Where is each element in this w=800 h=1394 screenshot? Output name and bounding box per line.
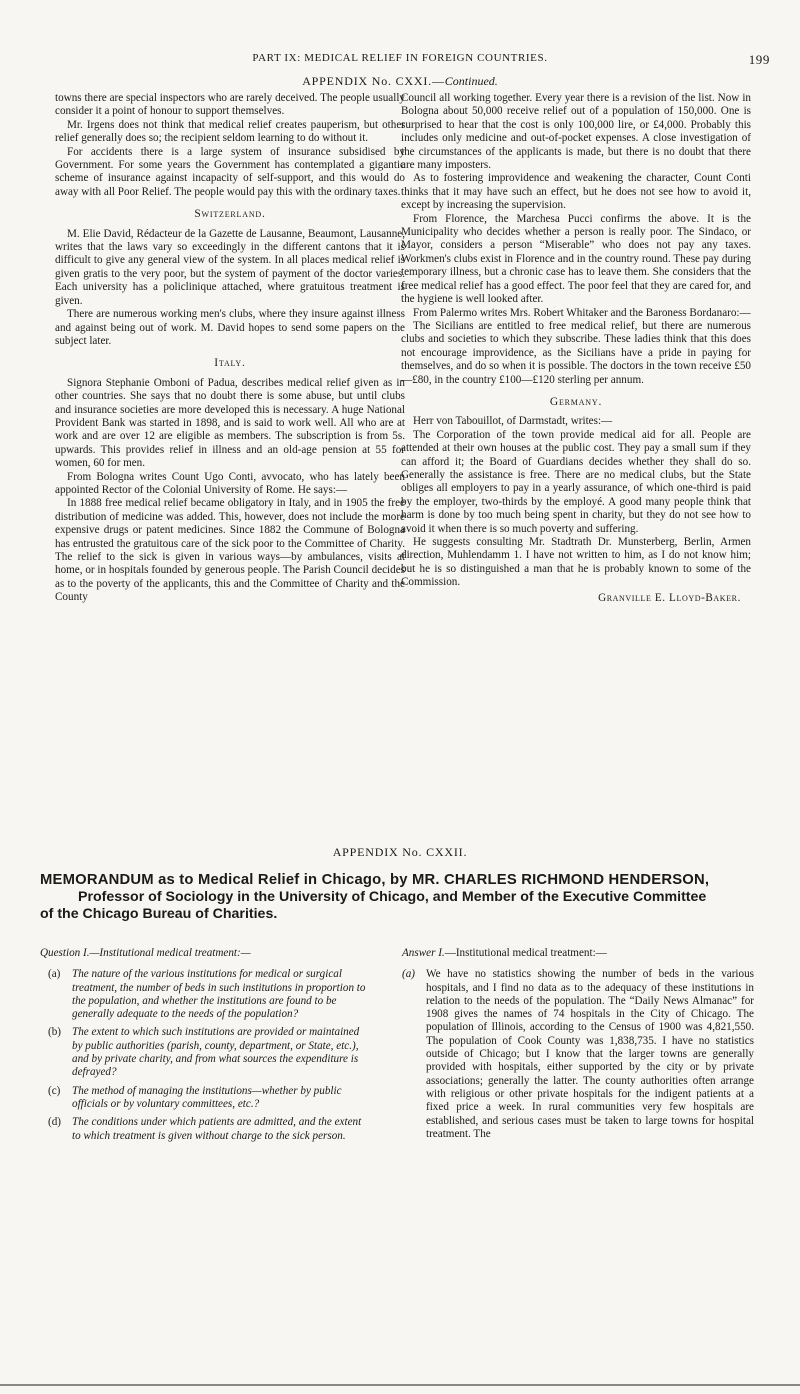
item-marker: (a) xyxy=(48,968,61,981)
paragraph: Mr. Irgens does not think that medical relief creates pauperism, but other relief generally does so; the recipient seldom learning to do without it. xyxy=(55,118,405,145)
section-heading-switzerland: Switzerland. xyxy=(194,208,266,221)
item-text: The method of managing the institutions—whether by public officials or by voluntary committees, etc.? xyxy=(72,1084,342,1110)
memorandum-line-2: Professor of Sociology in the University of Chicago, and Member of the Executive Committee xyxy=(78,889,707,905)
item-marker: (d) xyxy=(48,1116,61,1129)
item-marker: (a) xyxy=(402,968,415,981)
paragraph: From Bologna writes Count Ugo Conti, avvocato, who has lately been appointed Rector of the Colonial University of Rome. He says:— xyxy=(55,470,405,496)
question-heading xyxy=(40,947,370,960)
paragraph: He suggests consulting Mr. Stadtrath Dr. Munsterberg, Berlin, Armen direction, Muhlendamm 1. I have not written to him, as I do not know him; but he is so distinguished a man that he is probably known to some of the Commission. xyxy=(401,536,751,589)
item-text: We have no statistics showing the number of beds in the various hospitals, and I find no data as to the adequacy of these institutions in relation to the needs of the population. The “Daily News Almanac” for 1908 gives the names of 74 hospitals in the City of Chicago. The population of Illinois, according to the Census of 1900 was 4,821,550. The population of Cook County was 1,838,735. I have no statistics outside of Chicago; but I know that the larger towns are generally provided with hospitals, either supported by the city or by private associations; generally the latter. The county authorities often arrange with religious or other private hospitals for the indigent patients at a fixed price a week. In rural communities very few hospitals are established, and serious cases must be taken to large towns for hospital treatment. The xyxy=(426,968,754,1140)
memorandum-title xyxy=(40,872,765,923)
appendix-heading-continued: Continued. xyxy=(444,74,498,88)
answer-list xyxy=(402,968,754,1141)
paragraph: Signora Stephanie Omboni of Padua, describes medical relief given as in other countries. She says that no doubt there is some abuse, but until clubs and insurance societies are more developed this is necessary. A huge National Provident Bank was started in 1898, and is said to work well. All who are at work and are over 12 are eligible as members. The subscription is from 5s. upwards. This provides relief in illness and an old-age pension at 55 for women, 60 for men. xyxy=(55,376,405,470)
question-item xyxy=(40,1085,370,1112)
question-title: —Institutional medical treatment:— xyxy=(89,947,251,959)
appendix-cxxii-heading: APPENDIX No. CXXII. xyxy=(332,845,468,859)
paragraph: In 1888 free medical relief became obligatory in Italy, and in 1905 the free distribution of medicine was added. This, however, does not include the more expensive drugs or patent medicines. Since 1882 the Commune of Bologna has entrusted the gratuitous care of the sick poor to the Committee of Charity. The relief to the sick is given in various ways—by ambulances, visits at home, or in hospitals founded by generous people. The Parish Council decides as to the poverty of the applicants, this and the Committee of Charity and the County xyxy=(55,497,405,604)
answer-title: —Institutional medical treatment:— xyxy=(444,947,607,959)
paragraph: As to fostering improvidence and weakening the character, Count Conti thinks that it may have such an effect, but he does not see how to avoid it, except by increasing the supervision. xyxy=(401,172,751,212)
bottom-divider xyxy=(0,1384,800,1386)
answer-heading xyxy=(402,947,754,960)
right-column xyxy=(401,92,751,605)
appendix-heading-label: APPENDIX No. CXXI.— xyxy=(302,74,445,88)
memorandum-line-1: MEMORANDUM as to Medical Relief in Chicago, by MR. CHARLES RICHMOND HENDERSON, xyxy=(40,872,710,888)
question-item xyxy=(40,1116,370,1143)
paragraph: From Palermo writes Mrs. Robert Whitaker and the Baroness Bordanaro:— xyxy=(413,306,751,319)
paragraph: There are numerous working men's clubs, where they insure against illness and against being out of work. M. David hopes to send some papers on the subject later. xyxy=(55,308,405,347)
answer-item xyxy=(402,968,754,1141)
paragraph: Council all working together. Every year there is a revision of the list. Now in Bologna about 50,000 receive relief out of a population of 150,000. One is surprised to hear that the cost is only 100,000 lire, or £4,000. Probably this includes only medicine and out-of-pocket expenses. A close investigation of the circumstances of the applicants is made, but there is no doubt that there are many imposters. xyxy=(401,92,751,172)
paragraph: M. Elie David, Rédacteur de la Gazette de Lausanne, Beaumont, Lausanne, writes that the laws vary so exceedingly in the different cantons that it is difficult to give any general view of the system. In all places medical relief is given gratis to the very poor, but the system of payment of the doctor varies. Each university has a policlinique attached, where gratuitous treatment is given. xyxy=(55,227,405,307)
item-marker: (c) xyxy=(48,1084,61,1097)
item-text: The nature of the various institutions for medical or surgical treatment, the number of beds in such institutions in proportion to the population, and whether the institutions are found to be generally adequate to the needs of the population? xyxy=(72,968,366,1021)
paragraph: The Corporation of the town provide medical aid for all. People are attended at their own houses at the public cost. They pay a small sum if they can afford it; the Board of Guardians decides whether they shall do so. Generally the assistance is free. There are no medical clubs, but the State obliges all employers to pay in a yearly assurance, of which one-third is paid by the employer, two-thirds by the employé. A good many people think that harm is done by too much being spent in charity, but they do not see how to avoid it when there is so much poverty and suffering. xyxy=(401,428,751,535)
question-column xyxy=(40,947,370,1148)
appendix-heading xyxy=(0,74,800,89)
paragraph: Herr von Tabouillot, of Darmstadt, writes:— xyxy=(413,415,613,428)
memorandum-line-3: of the Chicago Bureau of Charities. xyxy=(40,906,278,922)
question-list xyxy=(40,968,370,1143)
question-item xyxy=(40,968,370,1021)
answer-column xyxy=(402,947,754,1146)
item-text: The conditions under which patients are admitted, and the extent to which treatment is given without charge to the sick person. xyxy=(72,1116,362,1142)
answer-label: Answer I. xyxy=(402,947,445,959)
section-heading-italy: Italy. xyxy=(214,357,246,370)
item-marker: (b) xyxy=(48,1026,61,1039)
section-heading-germany: Germany. xyxy=(549,395,603,408)
question-label: Question I. xyxy=(40,947,90,959)
paragraph: The Sicilians are entitled to free medical relief, but there are numerous clubs and societies to which they subscribe. These ladies think that this does not encourage improvidence, as the Sicilians have a pride in paying for themselves, and do so when it is possible. The doctors in the town receive £50—£80, in the country £100—£120 sterling per annum. xyxy=(401,319,751,386)
running-head-title: PART IX: MEDICAL RELIEF IN FOREIGN COUNTRIES. xyxy=(252,52,548,64)
left-column xyxy=(55,92,405,605)
paragraph: From Florence, the Marchesa Pucci confirms the above. It is the Municipality who decides whether a person is really poor. The Sindaco, or Mayor, considers a person “Miserable” who does not pay any taxes. Workmen's clubs exist in Florence and in the country round. These pay during temporary illness, but a chronic case has to leave them. She considers that the free medical relief has a good effect. The poor feel that they are cared for, and the hygiene is well looked after. xyxy=(401,212,751,306)
paragraph: towns there are special inspectors who are rarely deceived. The people usually consider it a point of honour to support themselves. xyxy=(55,92,405,118)
item-text: The extent to which such institutions are provided or maintained by public authorities (parish, county, department, or State, etc.), and by private charity, and from what sources the expenditure is defrayed? xyxy=(72,1026,360,1079)
running-head xyxy=(0,52,800,68)
paragraph: For accidents there is a large system of insurance subsidised by Government. For some years the Government has contemplated a gigantic scheme of insurance against incapacity of self-support, and this would do away with all Poor Relief. The people would pay this with the ordinary taxes. xyxy=(55,145,405,198)
question-item xyxy=(40,1026,370,1079)
signature: Granville E. Lloyd-Baker. xyxy=(598,591,741,604)
page-number: 199 xyxy=(748,52,770,67)
